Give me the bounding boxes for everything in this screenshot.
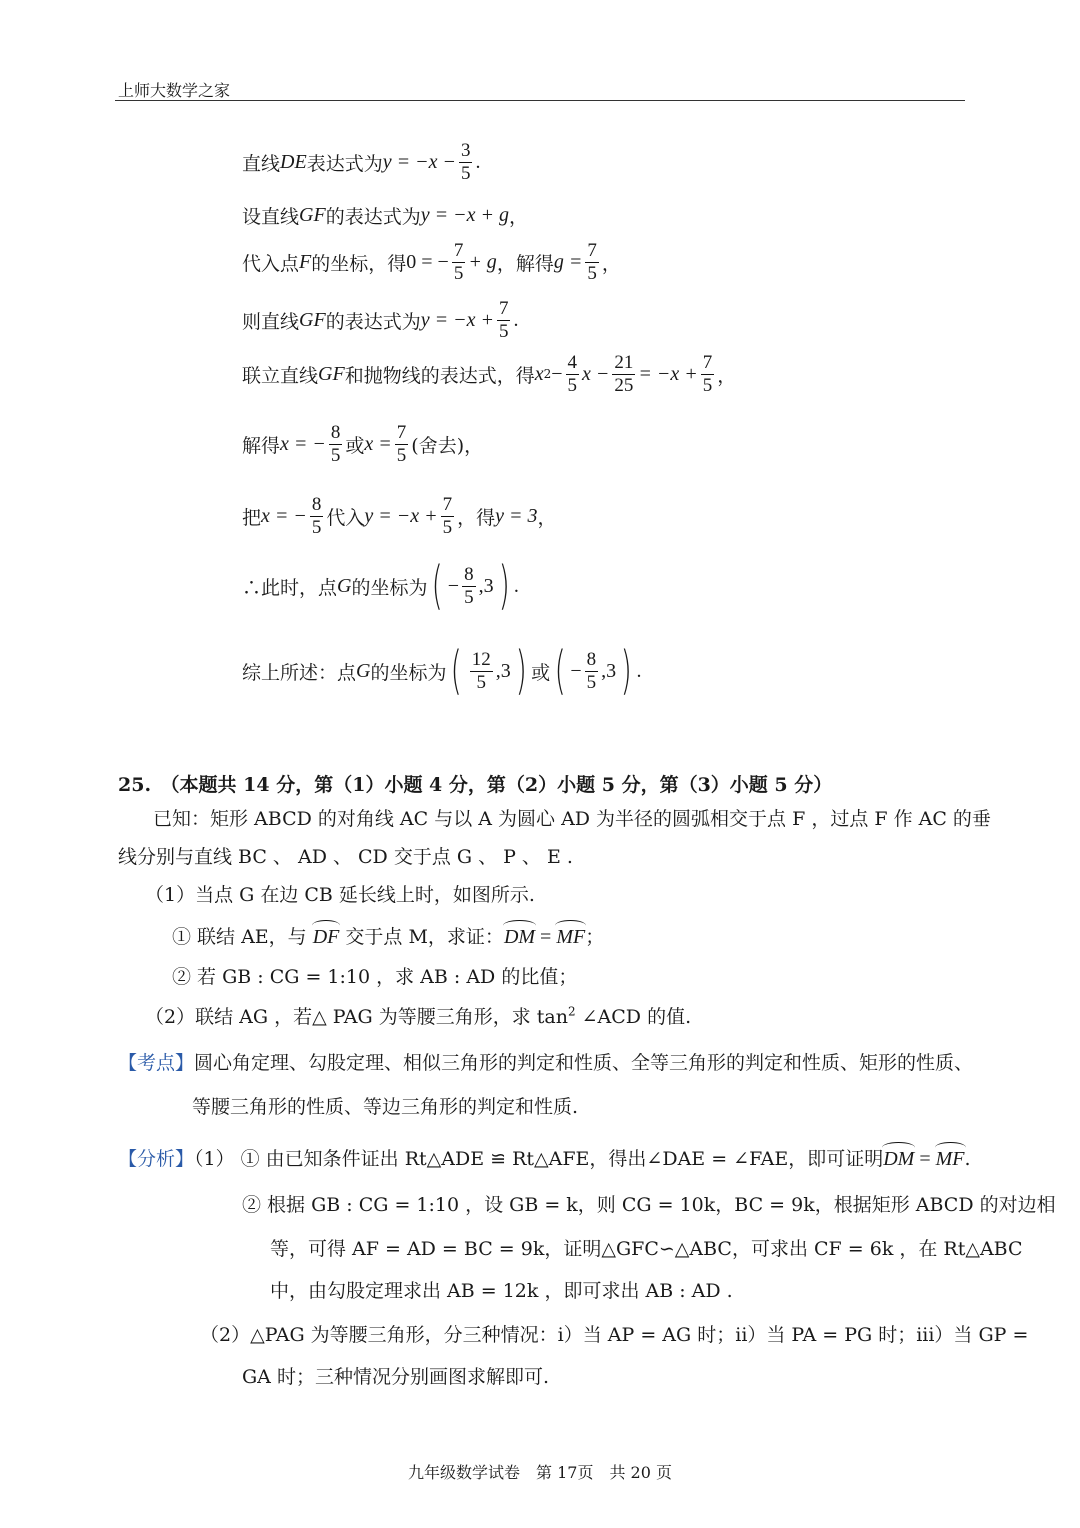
kaodian-line-2: 等腰三角形的性质、等边三角形的判定和性质. (192, 1096, 579, 1118)
solution-line-2: 设直线 GF 的表达式为 y = −x + g ， (242, 204, 528, 228)
question-part-1: （1）当点 G 在边 CB 延长线上时，如图所示. (145, 884, 535, 906)
solution-line-9: 综上所述：点 G 的坐标为 ( $\frac{12}{5}$ ,3 ) 或 ( − $\frac{8}{5}$ ,3 ) . (242, 641, 642, 701)
fenxi-line-6: GA 时；三种情况分别画图求解即可. (242, 1366, 549, 1388)
fenxi-line-2: ② 根据 GB : CG = 1:10 ，设 GB = k，则 CG = 10k，BC = 9k，根据矩形 ABCD 的对边相 (242, 1194, 1056, 1216)
fenxi-line-5: （2）△PAG 为等腰三角形，分三种情况：i）当 AP = AG 时；ii）当 PA = PG 时；iii）当 GP = (200, 1324, 1029, 1346)
question-part-1a: ① 联结 AE，与 DF 交于点 M，求证：DM = MF； (172, 920, 604, 949)
solution-line-3: 代入点 F 的坐标，得 0 = − $\frac{7}{5}$ + g ，解得 g = $\frac{7}{5}$ ， (242, 240, 621, 284)
arc-mf: MF (936, 1142, 965, 1171)
kaodian-label: 【考点】 (118, 1052, 195, 1074)
page-footer: 九年级数学试卷 第 17页 共 20 页 (408, 1463, 672, 1482)
header-divider (115, 100, 965, 101)
arc-mf: MF (556, 920, 585, 949)
question-part-1b: ② 若 GB : CG = 1:10 ，求 AB : AD 的比值； (172, 966, 578, 988)
solution-line-6: 解得 x = − $\frac{8}{5}$ 或 x = $\frac{7}{5}$ (舍去)， (242, 422, 484, 466)
question-part-2: （2）联结 AG ，若△ PAG 为等腰三角形，求 $\tan^2$ ∠ACD 的值. (145, 1004, 692, 1028)
fenxi-line-1: 【分析】（1） ① 由已知条件证出 Rt△ADE ≌ Rt△AFE，得出∠DAE = ∠FAE，即可证明DM = MF. (118, 1142, 971, 1171)
arc-dm: DM (504, 920, 535, 949)
question-given-2: 线分别与直线 BC 、 AD 、 CD 交于点 G 、 P 、 E . (118, 846, 573, 868)
fenxi-line-4: 中，由勾股定理求出 AB = 12k ，即可求出 AB : AD . (270, 1280, 733, 1302)
fenxi-label: 【分析】 (118, 1148, 195, 1170)
solution-line-7: 把 x = − $\frac{8}{5}$ 代入 y = −x + $\frac{7}{5}$ ，得 y = 3 ， (242, 494, 557, 538)
arc-df: DF (313, 920, 340, 949)
solution-line-8: ∴此时，点 G 的坐标为 ( − $\frac{8}{5}$ ,3 ) . (242, 556, 519, 616)
solution-line-5: 联立直线 GF 和抛物线的表达式，得 x 2 − $\frac{4}{5}$ x − $\frac{21}{25}$ = −x + $\frac{7}{5}$ ， (242, 352, 737, 396)
arc-dm: DM (883, 1142, 914, 1171)
fraction: $\frac{3}{5}$ (460, 140, 471, 184)
kaodian-line-1: 【考点】圆心角定理、勾股定理、相似三角形的判定和性质、全等三角形的判定和性质、矩形的性质、 (118, 1052, 974, 1074)
solution-line-4: 则直线 GF 的表达式为 y = −x + $\frac{7}{5}$ . (242, 298, 519, 342)
fenxi-line-3: 等，可得 AF = AD = BC = 9k，证明△GFC∽△ABC，可求出 CF = 6k ，在 Rt△ABC (270, 1238, 1023, 1260)
solution-line-1: 直线 DE 表达式为 y = −x − $\frac{3}{5}$ . (242, 140, 481, 184)
question-title: 25. （本题共 14 分，第（1）小题 4 分，第（2）小题 5 分，第（3）小题 5 分） (118, 774, 833, 796)
question-given-1: 已知：矩形 ABCD 的对角线 AC 与以 A 为圆心 AD 为半径的圆弧相交于点 F ，过点 F 作 AC 的垂 (153, 808, 991, 830)
header-title: 上师大数学之家 (118, 81, 231, 100)
